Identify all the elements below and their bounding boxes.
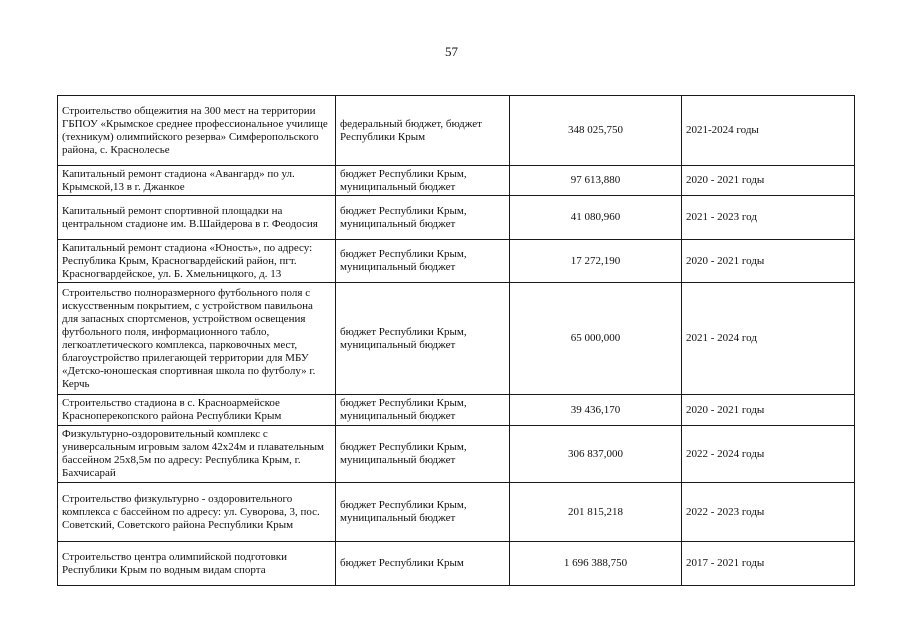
table-row	[58, 196, 855, 240]
project-name-cell: Физкультурно-оздоровительный комплекс с универсальным игровым залом 42х24м и плавательным бассейном 25х8,5м по адресу: Республика Крым, г. Бахчисарай	[58, 426, 336, 483]
period-cell: 2020 - 2021 годы	[682, 395, 855, 426]
amount-cell: 97 613,880	[510, 166, 682, 196]
project-name-cell: Капитальный ремонт стадиона «Юность», по адресу: Республика Крым, Красногвардейский район, пгт. Красногвардейское, ул. Б. Хмельницкого, д. 13	[58, 240, 336, 283]
project-name-cell: Строительство общежития на 300 мест на территории ГБПОУ «Крымское среднее профессиональное училище (техникум) олимпийского резерва» Симферопольского района, с. Краснолесье	[58, 96, 336, 166]
project-name-cell: Строительство физкультурно - оздоровительного комплекса с бассейном по адресу: ул. Суворова, 3, пос. Советский, Советского района Республики Крым	[58, 483, 336, 542]
funding-source-cell: бюджет Республики Крым	[336, 542, 510, 586]
table-row	[58, 542, 855, 586]
project-name-cell: Капитальный ремонт спортивной площадки на центральном стадионе им. В.Шайдерова в г. Феодосия	[58, 196, 336, 240]
period-cell: 2021-2024 годы	[682, 96, 855, 166]
amount-cell: 201 815,218	[510, 483, 682, 542]
amount-cell: 41 080,960	[510, 196, 682, 240]
period-cell: 2020 - 2021 годы	[682, 166, 855, 196]
period-cell: 2017 - 2021 годы	[682, 542, 855, 586]
period-cell: 2021 - 2024 год	[682, 283, 855, 395]
funding-source-cell: бюджет Республики Крым, муниципальный бюджет	[336, 483, 510, 542]
funding-source-cell: бюджет Республики Крым, муниципальный бюджет	[336, 166, 510, 196]
period-cell: 2020 - 2021 годы	[682, 240, 855, 283]
table-row	[58, 395, 855, 426]
project-name-cell: Строительство стадиона в с. Красноармейское Красноперекопского района Республики Крым	[58, 395, 336, 426]
table-row	[58, 283, 855, 395]
period-cell: 2021 - 2023 год	[682, 196, 855, 240]
project-name-cell: Строительство центра олимпийской подготовки Республики Крым по водным видам спорта	[58, 542, 336, 586]
funding-source-cell: бюджет Республики Крым, муниципальный бюджет	[336, 283, 510, 395]
table-row	[58, 166, 855, 196]
funding-source-cell: бюджет Республики Крым, муниципальный бюджет	[336, 240, 510, 283]
amount-cell: 306 837,000	[510, 426, 682, 483]
funding-source-cell: федеральный бюджет, бюджет Республики Крым	[336, 96, 510, 166]
amount-cell: 17 272,190	[510, 240, 682, 283]
project-name-cell: Капитальный ремонт стадиона «Авангард» по ул. Крымской,13 в г. Джанкое	[58, 166, 336, 196]
table-row	[58, 240, 855, 283]
table-row	[58, 426, 855, 483]
table-row	[58, 96, 855, 166]
amount-cell: 1 696 388,750	[510, 542, 682, 586]
table-row	[58, 483, 855, 542]
amount-cell: 348 025,750	[510, 96, 682, 166]
amount-cell: 65 000,000	[510, 283, 682, 395]
projects-table	[57, 95, 855, 586]
funding-source-cell: бюджет Республики Крым, муниципальный бюджет	[336, 196, 510, 240]
period-cell: 2022 - 2024 годы	[682, 426, 855, 483]
page-number: 57	[445, 44, 458, 59]
project-name-cell: Строительство полноразмерного футбольного поля с искусственным покрытием, с устройством павильона для запасных спортсменов, устройством освещения футбольного поля, информационного табло, легкоатлетического комплекса, парковочных мест, благоустройство прилегающей территории для МБУ «Детско-юношеская спортивная школа по футболу» г. Керчь	[58, 283, 336, 395]
amount-cell: 39 436,170	[510, 395, 682, 426]
funding-source-cell: бюджет Республики Крым, муниципальный бюджет	[336, 395, 510, 426]
funding-source-cell: бюджет Республики Крым, муниципальный бюджет	[336, 426, 510, 483]
period-cell: 2022 - 2023 годы	[682, 483, 855, 542]
